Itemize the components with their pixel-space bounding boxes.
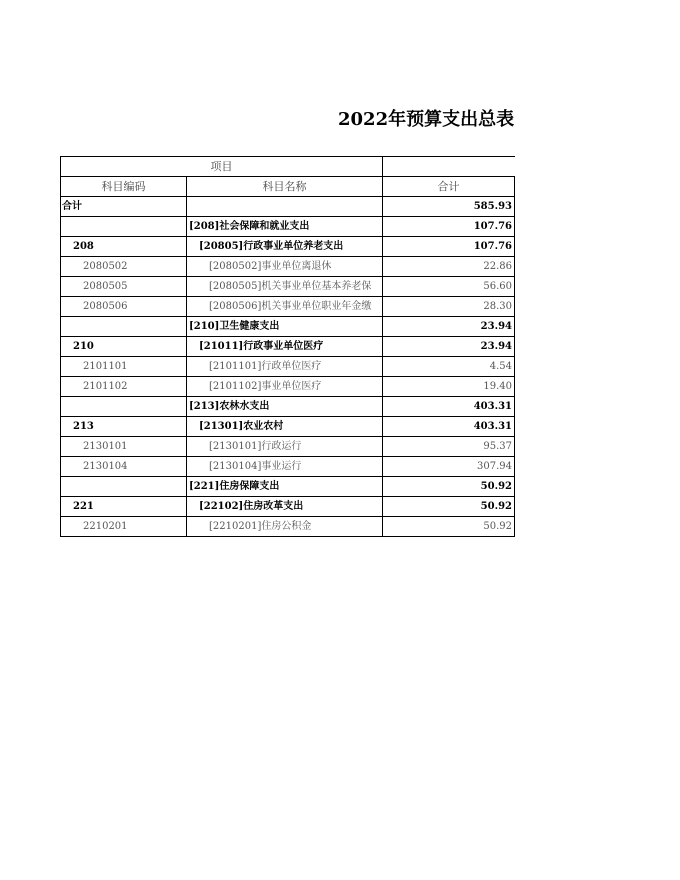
row-name-cell: [21301]农业农村 <box>187 417 383 437</box>
row-name-cell: [213]农林水支出 <box>187 397 383 417</box>
row-name-cell: [210]卫生健康支出 <box>187 317 383 337</box>
row-code-cell: 210 <box>61 337 187 357</box>
page-title: 2022年预算支出总表 <box>338 109 515 130</box>
row-amount-cell: 107.76 <box>383 237 515 257</box>
row-code-cell: 221 <box>61 497 187 517</box>
row-code-cell <box>61 397 187 417</box>
row-code-cell: 213 <box>61 417 187 437</box>
header-group-cell: 项目 <box>61 157 383 177</box>
row-name-cell: [2080502]事业单位离退休 <box>187 257 383 277</box>
row-code-cell: 2130104 <box>61 457 187 477</box>
row-code-cell: 208 <box>61 237 187 257</box>
row-code-cell: 2101102 <box>61 377 187 397</box>
row-name-cell: [22102]住房改革支出 <box>187 497 383 517</box>
row-amount-cell: 23.94 <box>383 317 515 337</box>
row-name-cell: [208]社会保障和就业支出 <box>187 217 383 237</box>
row-amount-cell: 50.92 <box>383 497 515 517</box>
table-row <box>61 277 515 297</box>
row-code-cell: 2130101 <box>61 437 187 457</box>
row-amount-cell: 28.30 <box>383 297 515 317</box>
row-amount-cell: 403.31 <box>383 417 515 437</box>
row-code-cell <box>61 477 187 497</box>
table-row <box>61 357 515 377</box>
header-amount-cell: 合计 <box>383 177 515 197</box>
row-name-cell: [2130104]事业运行 <box>187 457 383 477</box>
row-code-cell: 2080502 <box>61 257 187 277</box>
table-row <box>61 297 515 317</box>
header-name-cell: 科目名称 <box>187 177 383 197</box>
row-amount-cell: 50.92 <box>383 477 515 497</box>
table-row <box>61 257 515 277</box>
budget-table <box>60 156 515 537</box>
row-code-cell <box>61 317 187 337</box>
row-amount-cell: 4.54 <box>383 357 515 377</box>
table-row <box>61 317 515 337</box>
row-name-cell: [2210201]住房公积金 <box>187 517 383 537</box>
row-code-cell: 2210201 <box>61 517 187 537</box>
row-amount-cell: 50.92 <box>383 517 515 537</box>
header-row-group <box>61 157 515 177</box>
table-row <box>61 397 515 417</box>
row-code-cell: 合计 <box>61 197 187 217</box>
table-row <box>61 477 515 497</box>
row-name-cell <box>187 197 383 217</box>
row-code-cell <box>61 217 187 237</box>
row-name-cell: [2080505]机关事业单位基本养老保 <box>187 277 383 297</box>
row-amount-cell: 23.94 <box>383 337 515 357</box>
row-name-cell: [2101101]行政单位医疗 <box>187 357 383 377</box>
row-amount-cell: 19.40 <box>383 377 515 397</box>
row-amount-cell: 95.37 <box>383 437 515 457</box>
header-empty-cell <box>383 157 515 177</box>
row-amount-cell: 307.94 <box>383 457 515 477</box>
row-name-cell: [221]住房保障支出 <box>187 477 383 497</box>
table-row <box>61 497 515 517</box>
table-row <box>61 517 515 537</box>
table-row <box>61 457 515 477</box>
row-amount-cell: 403.31 <box>383 397 515 417</box>
row-code-cell: 2080506 <box>61 297 187 317</box>
row-amount-cell: 107.76 <box>383 217 515 237</box>
row-amount-cell: 585.93 <box>383 197 515 217</box>
header-code-cell: 科目编码 <box>61 177 187 197</box>
row-name-cell: [21011]行政事业单位医疗 <box>187 337 383 357</box>
table-row <box>61 197 515 217</box>
header-row-columns <box>61 177 515 197</box>
row-name-cell: [2101102]事业单位医疗 <box>187 377 383 397</box>
table-row <box>61 417 515 437</box>
table-row <box>61 237 515 257</box>
row-amount-cell: 22.86 <box>383 257 515 277</box>
table-row <box>61 437 515 457</box>
row-code-cell: 2080505 <box>61 277 187 297</box>
row-code-cell: 2101101 <box>61 357 187 377</box>
row-amount-cell: 56.60 <box>383 277 515 297</box>
row-name-cell: [20805]行政事业单位养老支出 <box>187 237 383 257</box>
row-name-cell: [2130101]行政运行 <box>187 437 383 457</box>
table-row <box>61 337 515 357</box>
row-name-cell: [2080506]机关事业单位职业年金缴 <box>187 297 383 317</box>
table-row <box>61 377 515 397</box>
table-row <box>61 217 515 237</box>
